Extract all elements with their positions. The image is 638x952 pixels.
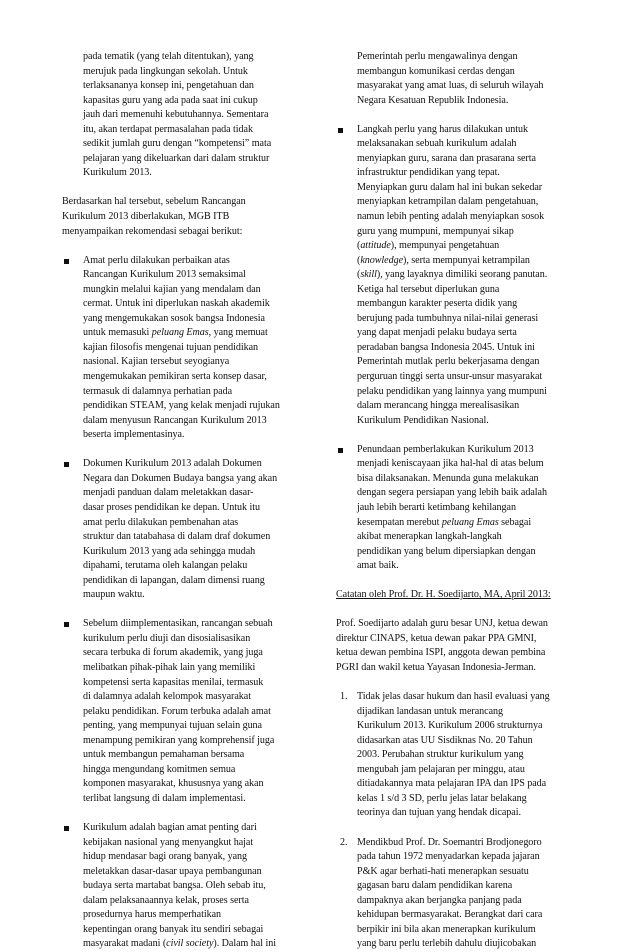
numbered-line: teorinya dan tujuan yang hendak dicapai. (357, 807, 521, 819)
bullet-line: secara terbuka di forum akademik, yang juga (83, 647, 263, 659)
bullet-line: Ketiga hal tersebut diperlukan guna (357, 283, 500, 295)
item-number: 1. (340, 691, 348, 703)
numbered-line: yang baru perlu terlebih dahulu diujicobakan (357, 938, 537, 950)
paragraph-line: direktur CINAPS, ketua dewan pakar PPA GMNI, (336, 632, 537, 644)
recommendation-bullet (336, 123, 582, 428)
recommendation-bullet (62, 254, 312, 443)
paragraph-line: ketua dewan pembina ISPI, anggota dewan pembina (336, 647, 546, 659)
bullet-line: mungkin melalui kajian yang mendalam dan (83, 283, 261, 295)
intro-line: Kurikulum 2013. (83, 167, 152, 179)
bullet-line: hidup mendasar bagi orang banyak, yang (83, 851, 248, 863)
paragraph-gap (62, 181, 312, 196)
recommendation-bullet (62, 457, 312, 602)
bullet-line: jauh lebih berarti ketimbang kehilangan (357, 501, 516, 513)
paragraph-line: Kurikulum 2013 diberlakukan, MGB ITB (62, 211, 230, 223)
numbered-line: kehidupan bermasyarakat. Berangkat dari cara (357, 909, 543, 921)
bullet-line: nasional. Kajian tersebut seyogianya (83, 356, 230, 368)
bullet-line: dengan segera persiapan yang lebih baik adalah (357, 487, 547, 499)
paragraph-gap (336, 821, 582, 836)
bullet-line: membangun karakter peserta didik yang (357, 298, 518, 310)
bullet-line: struktur dan tatabahasa di dalam draf dokumen (83, 531, 271, 543)
intro-line: pelajaran yang dikeluarkan dari dalam struktur (83, 152, 270, 164)
bullet-line: pendidikan di lapangan, dalam dimensi ruang (83, 574, 265, 586)
recommendation-bullet (336, 443, 582, 574)
bullet-line: dalam menyusun Rancangan Kurikulum 2013 (83, 414, 267, 426)
numbered-line: ditiadakannya mata pelajaran IPA dan IPS pada (357, 778, 547, 790)
bullet-line: bisa dilaksanakan. Menunda guna melakukan (357, 472, 539, 484)
bullet-line: masyarakat madani (civil society). Dalam hal ini (83, 938, 276, 950)
bullet-line: Sebelum diimplementasikan, rancangan sebuah (83, 618, 273, 630)
intro-line: merujuk pada lingkungan sekolah. Untuk (83, 65, 248, 77)
bullet-marker-icon (64, 622, 69, 627)
paragraph-gap (336, 108, 582, 123)
paragraph-line: menyampaikan rekomendasi sebagai berikut: (62, 225, 243, 237)
paragraph-gap (336, 676, 582, 691)
bullet-line: (skill), yang layaknya dimiliki seorang panutan. (357, 269, 548, 281)
bullet-line: infrastruktur pendidikan yang tepat. (357, 167, 500, 179)
bullet-line: (attitude), mempunyai pengetahuan (357, 240, 500, 252)
bullet-line: mengemukakan pemikiran serta konsep dasar, (83, 371, 267, 383)
bullet-line: kepentingan orang banyak itu sendiri sebagai (83, 923, 264, 935)
bullet-line: namun lebih penting adalah menyiapkan sosok (357, 211, 545, 223)
bullet-line: kajian filosofis mengenai tujuan pendidikan (83, 341, 259, 353)
numbered-line: pada tahun 1972 menyadarkan kepada jajaran (357, 851, 540, 863)
bullet-line: melibatkan pihak-pihak lain yang memiliki (83, 661, 256, 673)
intro-line: pada tematik (yang telah ditentukan), yang (83, 51, 254, 62)
numbered-line: P&K agar berhati-hati menerapkan sesuatu (357, 865, 529, 877)
numbered-line: didasarkan atas UU Sisdiknas No. 20 Tahun (357, 734, 533, 746)
bullet-line: yang mengemukakan sosok bangsa Indonesia (83, 312, 265, 324)
continued-line: masyarakat yang amat luas, di seluruh wilayah (357, 80, 544, 92)
bullet-line: menyiapkan ketrampilan dalam pengetahuan, (357, 196, 539, 208)
paragraph-line: PGRI dan wakil ketua Yayasan Indonesia-Jerman. (336, 661, 536, 673)
bullet-line: pendidikan STEAM, yang kelak menjadi rujukan (83, 400, 280, 412)
numbered-line: kelas 1 s/d 3 SD, perlu jelas latar belakang (357, 792, 527, 804)
bullet-marker-icon (64, 826, 69, 831)
numbered-line: gagasan baru dalam pendidikan karena (357, 880, 513, 892)
bullet-line: Menyiapkan guru dalam hal ini bukan sekedar (357, 181, 543, 193)
bullet-line: penting, yang mempunyai tujuan selain guna (83, 720, 262, 732)
intro-line: kapasitas guru yang ada pada saat ini cukup (83, 94, 258, 106)
paragraph-gap (336, 428, 582, 443)
paragraph-gap (62, 806, 312, 821)
section-heading: Catatan oleh Prof. Dr. H. Soedijarto, MA, April 2013: (336, 589, 551, 601)
bullet-line: menampung pemikiran yang komprehensif juga (83, 734, 275, 746)
bullet-line: kebijakan nasional yang menyangkut hajat (83, 836, 254, 848)
bullet-line: Langkah perlu yang harus dilakukan untuk (357, 123, 528, 135)
bullet-marker-icon (338, 448, 343, 453)
right-column (336, 50, 582, 952)
numbered-line: Mendikbud Prof. Dr. Soemantri Brodjonegoro (357, 836, 542, 848)
recommendation-bullet (62, 821, 312, 952)
bullet-line: prosedurnya harus memperhatikan (83, 909, 222, 921)
numbered-item (336, 836, 582, 952)
bullet-line: Amat perlu dilakukan perbaikan atas (83, 254, 230, 266)
bullet-line: dalam pelaksanaannya kelak, proses serta (83, 894, 249, 906)
intro-line: jauh dari memenuhi kebutuhannya. Sementara (83, 109, 269, 121)
numbered-line: dijadikan landasan untuk merancang (357, 705, 504, 717)
bullet-line: amat perlu dilakukan pembenahan atas (83, 516, 239, 528)
bullet-line: Kurikulum Pendidikan Nasional. (357, 414, 489, 426)
bullet-marker-icon (338, 128, 343, 133)
bullet-marker-icon (64, 259, 69, 264)
bullet-line: pelaku pendidikan. Forum terbuka adalah amat (83, 705, 271, 717)
bullet-line: menyiapkan guru, sarana dan prasarana serta (357, 152, 536, 164)
bullet-line: perguruan tinggi serta unsur-unsur masyarakat (357, 371, 543, 383)
bullet-line: menjadi panduan dalam meletakkan dasar- (83, 487, 254, 499)
bullet-line: Kurikulum 2013 yang ada sehingga mudah (83, 545, 256, 557)
bullet-line: termasuk di dalamnya perhatian pada (83, 385, 233, 397)
paragraph-gap (336, 574, 582, 589)
bullet-line: peradaban bangsa Indonesia 2045. Untuk ini (357, 341, 535, 353)
bullet-line: menjadi keniscayaan jika hal-hal di atas belum (357, 458, 544, 470)
bullet-line: Penundaan pemberlakukan Kurikulum 2013 (357, 443, 534, 455)
bullet-line: Negara dan Dokumen Budaya bangsa yang akan (83, 472, 278, 484)
bullet-line: guru yang mumpuni, mempunyai sikap (357, 225, 514, 237)
bullet-line: budaya serta martabat bangsa. Oleh sebab itu, (83, 880, 266, 892)
bullet-line: dasar proses pendidikan ke depan. Untuk itu (83, 501, 260, 513)
bullet-line: meletakkan dasar-dasar upaya pembangunan (83, 865, 262, 877)
numbered-line: Tidak jelas dasar hukum dan hasil evaluasi yang (357, 691, 550, 703)
bullet-line: amat baik. (357, 560, 399, 572)
bullet-line: di dalamnya adalah kelompok masyarakat (83, 691, 251, 703)
bullet-line: melaksanakan sebuah kurikulum adalah (357, 138, 517, 150)
paragraph-gap (62, 603, 312, 618)
bullet-line: hingga mengundang komitmen semua (83, 763, 236, 775)
bullet-line: pendidikan yang belum dipersiapkan dengan (357, 545, 536, 557)
bullet-line: cermat. Untuk ini diperlukan naskah akademik (83, 298, 270, 310)
continued-line: membangun komunikasi cerdas dengan (357, 65, 515, 77)
bullet-line: beserta implementasinya. (83, 429, 185, 441)
bullet-line: kompetensi serta kapasitas menilai, termasuk (83, 676, 264, 688)
bullet-line: akibat menerapkan langkah-langkah (357, 531, 502, 543)
bullet-line: yang dapat menjadi pelaku budaya serta (357, 327, 517, 339)
bullet-line: komponen masyarakat, khususnya yang akan (83, 778, 264, 790)
paragraph-gap (62, 443, 312, 458)
paragraph-gap (336, 603, 582, 618)
bullet-line: kurikulum perlu diuji dan disosialisasikan (83, 632, 251, 644)
bullet-line: Pemerintah mutlak perlu bekerjasama dengan (357, 356, 540, 368)
bullet-line: berujung pada tumbuhnya nilai-nilai generasi (357, 312, 539, 324)
bullet-marker-icon (64, 462, 69, 467)
item-number: 2. (340, 836, 348, 848)
numbered-line: Kurikulum 2013. Kurikulum 2006 strukturnya (357, 720, 543, 732)
numbered-line: dampaknya akan berjangka panjang pada (357, 894, 522, 906)
bullet-line: maupun waktu. (83, 589, 145, 601)
paragraph-line: Prof. Soedijarto adalah guru besar UNJ, ketua dewan (336, 618, 548, 630)
intro-line: sedikit jumlah guru dengan “kompetensi” mata (83, 138, 272, 150)
recommendation-bullet (62, 617, 312, 806)
left-column (62, 50, 312, 952)
bullet-line: dalam merancang hingga merealisasikan (357, 400, 520, 412)
numbered-line: mengubah jam pelajaran per minggu, atau (357, 763, 525, 775)
bullet-line: Kurikulum adalah bagian amat penting dari (83, 821, 257, 833)
bullet-line: (knowledge), serta mempunyai ketrampilan (357, 254, 530, 266)
paragraph-gap (62, 239, 312, 254)
bullet-line: untuk memasuki peluang Emas, yang memuat (83, 327, 268, 339)
bullet-line: kesempatan merebut peluang Emas sebagai (357, 516, 532, 528)
intro-line: terlaksananya konsep ini, pengetahuan dan (83, 80, 254, 92)
bullet-line: Dokumen Kurikulum 2013 adalah Dokumen (83, 458, 262, 470)
continued-line: Negara Kesatuan Republik Indonesia. (357, 94, 509, 106)
continued-line: Pemerintah perlu mengawalinya dengan (357, 51, 518, 62)
numbered-item (336, 690, 582, 821)
bullet-line: untuk membangun pemahaman bersama (83, 749, 245, 761)
bullet-line: terlibat langsung di dalam implementasi. (83, 792, 246, 804)
bullet-line: pelaku pendidikan yang lainnya yang mumpuni (357, 385, 547, 397)
numbered-line: 2003. Perubahan struktur kurikulum yang (357, 749, 524, 761)
numbered-line: berpikir ini bila akan menerapkan kurikulum (357, 923, 536, 935)
intro-line: itu, akan terdapat permasalahan pada tidak (83, 123, 253, 135)
bullet-line: dipahami, terutama oleh kalangan pelaku (83, 560, 248, 572)
paragraph-line: Berdasarkan hal tersebut, sebelum Rancangan (62, 196, 246, 208)
bullet-line: Rancangan Kurikulum 2013 semaksimal (83, 269, 246, 281)
